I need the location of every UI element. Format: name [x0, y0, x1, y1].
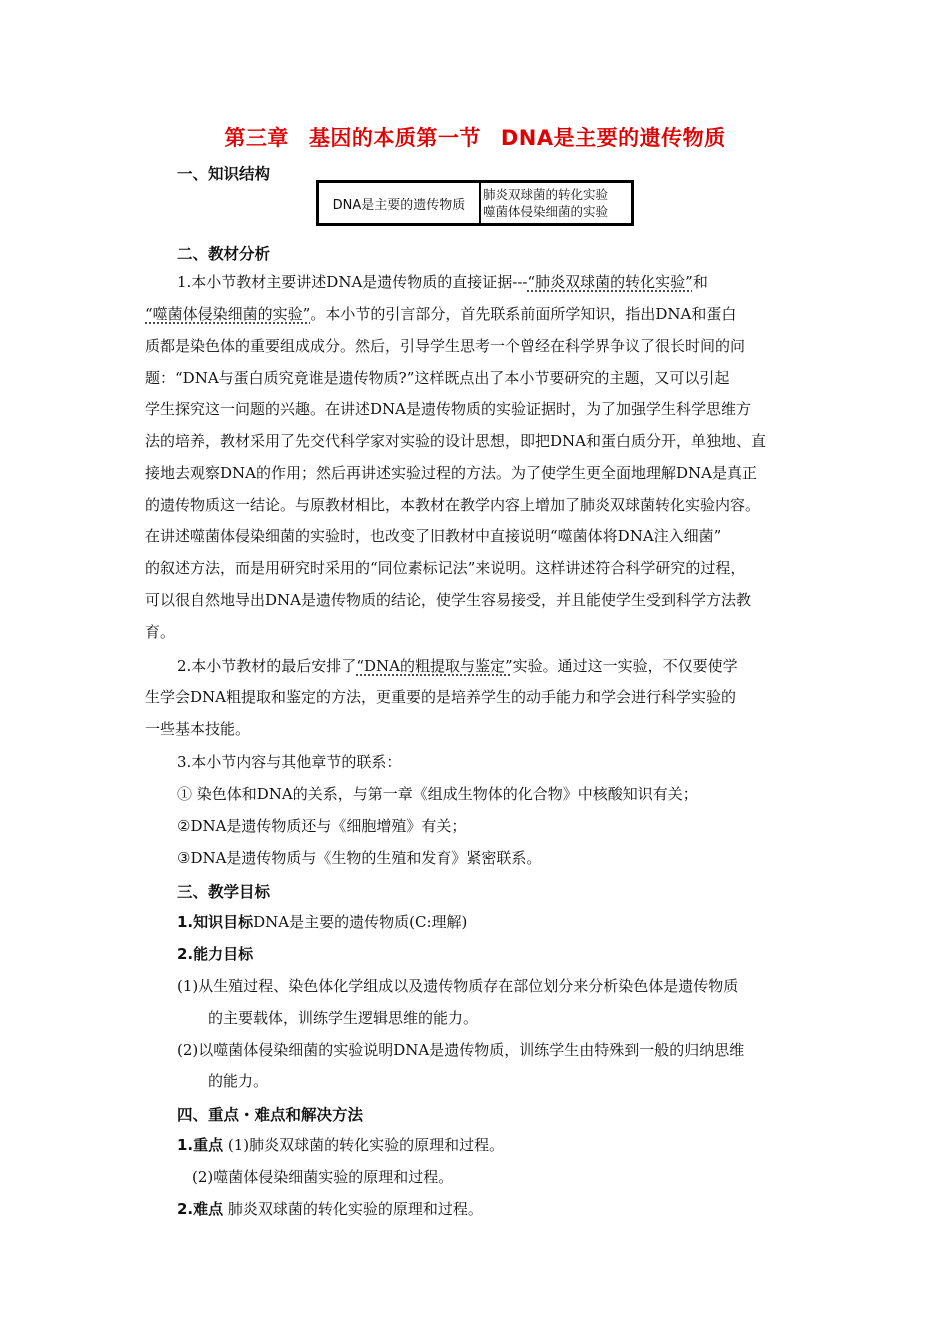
para1-line1: 1.本小节教材主要讲述DNA是遗传物质的直接证据---“肺炎双球菌的转化实验”和 — [177, 273, 708, 291]
heading-textbook-analysis: 二、教材分析 — [177, 245, 271, 263]
structure-main-node: DNA是主要的遗传物质 — [319, 183, 479, 223]
para1-line9: 在讲述噬菌体侵染细菌的实验时，也改变了旧教材中直接说明“噬菌体将DNA注入细菌” — [145, 527, 722, 545]
goal-ability-2-line2: 的能力。 — [208, 1072, 269, 1090]
para1-line4: 题：“DNA与蛋白质究竟谁是遗传物质?”这样既点出了本小节要研究的主题，又可以引起 — [145, 369, 730, 387]
title-topic: DNA是主要的遗传物质 — [500, 126, 726, 150]
title-section: 基因的本质第一节 — [308, 126, 481, 150]
difficult-point: 2.难点 肺炎双球菌的转化实验的原理和过程。 — [177, 1200, 483, 1218]
key-point-line2: (2)噬菌体侵染细菌实验的原理和过程。 — [192, 1168, 454, 1186]
goal-knowledge: 1.知识目标DNA是主要的遗传物质(C:理解) — [177, 913, 468, 931]
para2-line2: 生学会DNA粗提取和鉴定的方法，更重要的是培养学生的动手能力和学会进行科学实验的 — [145, 688, 736, 706]
goal-ability: 2.能力目标 — [177, 945, 254, 963]
key-point-line1: 1.重点 (1)肺炎双球菌的转化实验的原理和过程。 — [177, 1136, 505, 1154]
para1-line7: 接地去观察DNA的作用；然后再讲述实验过程的方法。为了使学生更全面地理解DNA是真正 — [145, 464, 757, 482]
goal-ability-1-line1: (1)从生殖过程、染色体化学组成以及遗传物质存在部位划分来分析染色体是遗传物质 — [177, 977, 739, 995]
structure-branches — [481, 183, 631, 223]
para3-line4: ③DNA是遗传物质与《生物的生殖和发育》紧密联系。 — [177, 849, 542, 867]
structure-branch-2: 噬菌体侵染细菌的实验 — [483, 204, 609, 219]
heading-key-points: 四、重点・难点和解决方法 — [177, 1106, 364, 1124]
para3-line2: ① 染色体和DNA的关系，与第一章《组成生物体的化合物》中核酸知识有关； — [177, 785, 698, 803]
para1-line8: 的遗传物质这一结论。与原教材相比，本教材在教学内容上增加了肺炎双球菌转化实验内容。 — [145, 496, 761, 514]
goal-ability-1-line2: 的主要载体，训练学生逻辑思维的能力。 — [208, 1009, 479, 1027]
para1-line6: 法的培养，教材采用了先交代科学家对实验的设计思想，即把DNA和蛋白质分开，单独地、直 — [145, 432, 766, 450]
knowledge-structure-diagram — [316, 180, 634, 226]
heading-knowledge-structure: 一、知识结构 — [177, 165, 271, 183]
para1-line5: 学生探究这一问题的兴趣。在讲述DNA是遗传物质的实验证据时，为了加强学生科学思维方 — [145, 400, 751, 418]
chapter-title — [0, 122, 950, 152]
para2-line1: 2.本小节教材的最后安排了“DNA的粗提取与鉴定”实验。通过这一实验，不仅要使学 — [177, 657, 738, 675]
para1-line3: 质都是染色体的重要组成成分。然后，引导学生思考一个曾经在科学界争议了很长时间的问 — [145, 337, 746, 355]
para1-line10: 的叙述方法，而是用研究时采用的“同位素标记法”来说明。这样讲述符合科学研究的过程， — [145, 559, 746, 577]
para1-line11: 可以很自然地导出DNA是遗传物质的结论，使学生容易接受，并且能使学生受到科学方法教 — [145, 591, 751, 609]
para1-line12: 育。 — [145, 623, 176, 641]
para1-line2: “噬菌体侵染细菌的实验”。本小节的引言部分，首先联系前面所学知识，指出DNA和蛋白 — [145, 305, 737, 323]
para3-line1: 3.本小节内容与其他章节的联系： — [177, 753, 402, 771]
goal-ability-2-line1: (2)以噬菌体侵染细菌的实验说明DNA是遗传物质，训练学生由特殊到一般的归纳思维 — [177, 1041, 745, 1059]
heading-teaching-goals: 三、教学目标 — [177, 883, 271, 901]
para2-line3: 一些基本技能。 — [145, 720, 251, 738]
structure-branch-1: 肺炎双球菌的转化实验 — [483, 187, 609, 202]
title-chapter: 第三章 — [224, 126, 289, 150]
para3-line3: ②DNA是遗传物质还与《细胞增殖》有关； — [177, 817, 467, 835]
